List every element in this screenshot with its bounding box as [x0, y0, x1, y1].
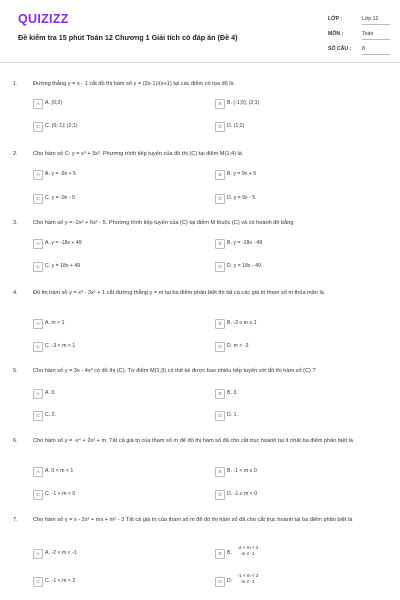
option-text: B. [227, 550, 232, 556]
question-text: Cho hàm số y = -2x³ + 6x² - 5. Phương trình tiếp tuyến của (C) tại điểm M thuộc (C) và có hoành độ bằng [33, 220, 294, 226]
option-letter-box: A [33, 319, 43, 329]
option-letter-box: D [215, 577, 225, 587]
option-letter-box: B [215, 319, 225, 329]
option-text: A. 0 < m < 1 [45, 468, 74, 474]
option-text: A. m > 1 [45, 320, 65, 326]
option-text: A. (0;2) [45, 100, 63, 106]
option-text: D. -1 ≤ m < 0 [227, 491, 258, 497]
option-letter-box: A [33, 99, 43, 109]
option-letter-box: B [215, 549, 225, 559]
count-value: 8 [362, 46, 365, 52]
option-letter-box: B [215, 99, 225, 109]
worksheet-header [0, 0, 400, 62]
question-text: Đồ thị hàm số y = x³ - 3x² + 1 cắt đường thẳng y = m tại ba điểm phân biệt thì tất cả các giá trị tham số m thỏa mãn là [33, 290, 324, 296]
option-letter-box: D [215, 194, 225, 204]
option-letter-box: D [215, 490, 225, 500]
option-letter-box: C [33, 411, 43, 421]
option-letter-box: A [33, 389, 43, 399]
option-letter-box: C [33, 342, 43, 352]
option-letter-box: C [33, 122, 43, 132]
option-text: D. y = 18x - 49 [227, 263, 261, 269]
question-number: 2. [13, 151, 18, 157]
option-letter-box: A [33, 467, 43, 477]
system-line-2: m ≠ -1 [241, 579, 255, 584]
option-letter-box: A [33, 170, 43, 180]
option-text: A. 0. [45, 390, 56, 396]
option-letter-box: C [33, 490, 43, 500]
option-text: C. y = 18x + 49 [45, 263, 81, 269]
option-text: C. -1 < m < 2 [45, 578, 76, 584]
option-letter-box: D [215, 122, 225, 132]
option-text: D. [227, 578, 233, 584]
option-letter-box: C [33, 194, 43, 204]
option-text: D. (1;2) [227, 123, 245, 129]
option-letter-box: B [215, 170, 225, 180]
class-label: LỚP : [328, 16, 343, 22]
option-text: D. y = 9x - 5 [227, 195, 256, 201]
option-letter-box: C [33, 262, 43, 272]
option-text: B. -3 ≤ m ≤ 1 [227, 320, 257, 326]
option-system [236, 573, 260, 585]
header-divider [0, 62, 400, 63]
option-text: C. y = -9x - 5 [45, 195, 75, 201]
option-text: B. -1 < m ≤ 0 [227, 468, 257, 474]
subject-underline [362, 39, 390, 40]
question-number: 4. [13, 290, 18, 296]
option-text: D. m < -3 [227, 343, 249, 349]
option-letter-box: D [215, 411, 225, 421]
option-text: C. (0;-1); (2;1) [45, 123, 78, 129]
class-underline [362, 24, 390, 25]
question-text: Đường thẳng y = x - 1 cắt đồ thị hàm số y = (2x-1)/(x+1) tại các điểm có tọa độ là [33, 81, 234, 87]
option-text: A. y = -9x + 5 [45, 171, 76, 177]
option-text: C. 2. [45, 412, 56, 418]
option-letter-box: B [215, 389, 225, 399]
option-text: A. y = -18x + 49 [45, 240, 82, 246]
option-letter-box: A [33, 239, 43, 249]
option-letter-box: D [215, 342, 225, 352]
class-value: Lớp 12 [362, 16, 379, 22]
question-text: Cho hàm số y = x - 2x² + mx + m² - 3 Tất cả giá trị của tham số m để đồ thị hàm số đã cho cắt trục hoành tại ba điểm phân biệt là [33, 517, 353, 523]
question-text: Cho hàm số y = 3x - 4x³ có đồ thị (C). Từ điểm M(1;3) có thể kẻ được bao nhiêu tiếp tuyến với đồ thị hàm số (C) ? [33, 368, 316, 374]
option-letter-box: B [215, 239, 225, 249]
system-line-1: -1 < m < 2 [237, 573, 259, 578]
quizizz-logo: QUIZIZZ [18, 12, 69, 26]
option-text: B. 3. [227, 390, 238, 396]
question-number: 6. [13, 438, 18, 444]
subject-label: MÔN : [328, 31, 344, 37]
option-text: C. -3 < m < 1 [45, 343, 76, 349]
option-text: B. (-1;0); (2;1) [227, 100, 260, 106]
option-system [236, 545, 260, 557]
option-text: B. y = 9x + 5 [227, 171, 257, 177]
option-text: C. -1 < m < 0 [45, 491, 76, 497]
option-letter-box: A [33, 549, 43, 559]
question-number: 7. [13, 517, 18, 523]
worksheet-title: Đề kiểm tra 15 phút Toán 12 Chương 1 Giải tích có đáp án (Đề 4) [18, 33, 238, 42]
option-text: D. 1. [227, 412, 238, 418]
question-text: Cho hàm số y = -x⁴ + 2x² + m. Tất cả giá trị của tham số m để đồ thị hàm số đã cho cắt trục hoành tại ít nhất ba điểm phân biệt là [33, 438, 353, 444]
option-letter-box: D [215, 262, 225, 272]
option-text: A. -2 < m < -1 [45, 550, 77, 556]
option-text: B. y = -18x - 49 [227, 240, 263, 246]
subject-value: Toán [362, 31, 374, 37]
option-letter-box: B [215, 467, 225, 477]
question-number: 5. [13, 368, 18, 374]
question-number: 3. [13, 220, 18, 226]
count-label: SỐ CÂU : [328, 46, 352, 52]
system-line-1: -2 < m < 2 [237, 545, 259, 550]
question-text: Cho hàm số C: y = x³ + 3x². Phương trình tiếp tuyến của đồ thị (C) tại điểm M(1;4) là [33, 151, 242, 157]
count-underline [362, 54, 390, 55]
question-number: 1. [13, 81, 18, 87]
option-letter-box: C [33, 577, 43, 587]
system-line-2: m ≠ -1 [241, 551, 255, 556]
